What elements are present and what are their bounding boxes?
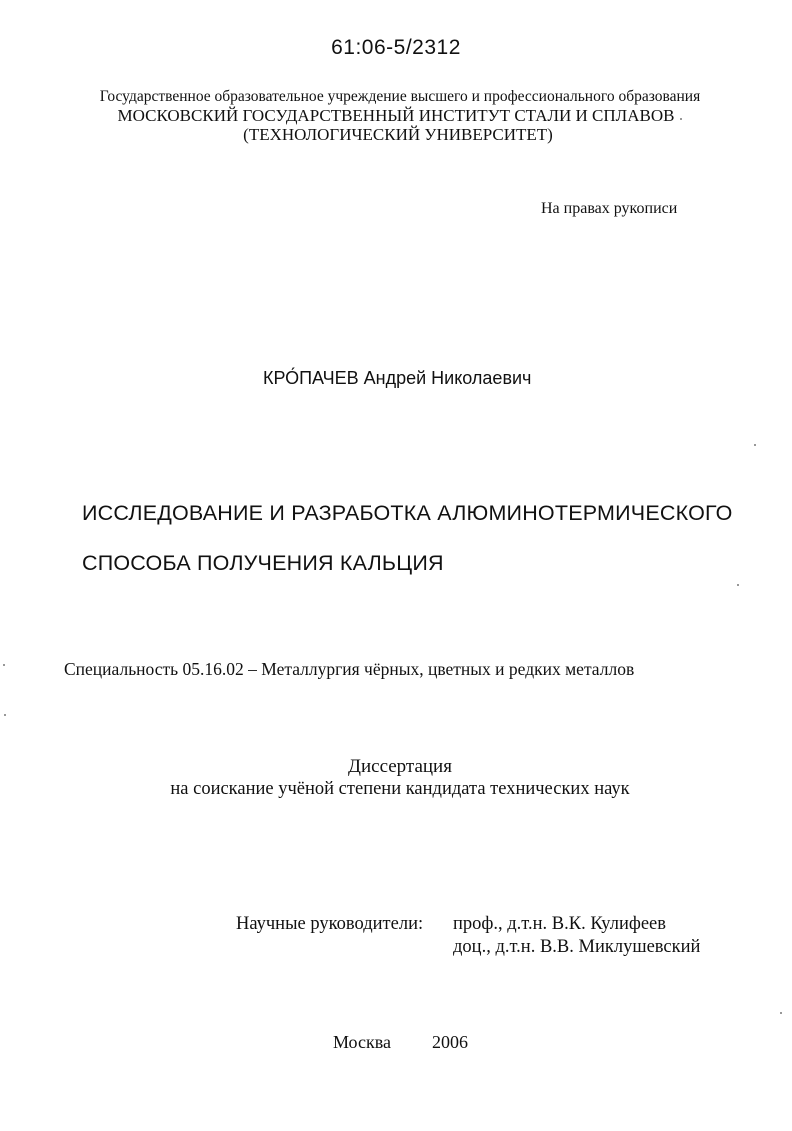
scan-speck — [4, 714, 6, 716]
specialty-line: Специальность 05.16.02 – Металлургия чёрных, цветных и редких металлов — [64, 659, 635, 679]
scan-speck — [780, 1012, 782, 1014]
scan-speck — [737, 584, 739, 586]
advisors-label: Научные руководители: — [236, 914, 424, 934]
author-name: КРО́ПАЧЕВ Андрей Николаевич — [263, 368, 532, 388]
thesis-title-line-2: СПОСОБА ПОЛУЧЕНИЯ КАЛЬЦИЯ — [82, 551, 444, 575]
scan-speck — [680, 118, 682, 120]
institution-name: МОСКОВСКИЙ ГОСУДАРСТВЕННЫЙ ИНСТИТУТ СТАЛИ И СПЛАВОВ — [117, 106, 675, 125]
scan-speck — [3, 664, 5, 666]
year: 2006 — [432, 1032, 468, 1052]
institution-subtitle: (ТЕХНОЛОГИЧЕСКИЙ УНИВЕРСИТЕТ) — [243, 125, 553, 144]
document-code: 61:06-5/2312 — [331, 36, 461, 59]
advisor-name-2: доц., д.т.н. В.В. Миклушевский — [453, 937, 701, 957]
advisor-name-1: проф., д.т.н. В.К. Кулифеев — [453, 914, 666, 934]
city: Москва — [333, 1032, 391, 1052]
dissertation-heading: Диссертация — [348, 756, 452, 777]
institution-type: Государственное образовательное учреждение высшего и профессионального образования — [99, 88, 701, 105]
scan-speck — [754, 444, 756, 446]
manuscript-rights-note: На правах рукописи — [541, 200, 678, 217]
dissertation-degree: на соискание учёной степени кандидата технических наук — [170, 779, 630, 799]
thesis-title-line-1: ИССЛЕДОВАНИЕ И РАЗРАБОТКА АЛЮМИНОТЕРМИЧЕСКОГО — [82, 501, 733, 525]
